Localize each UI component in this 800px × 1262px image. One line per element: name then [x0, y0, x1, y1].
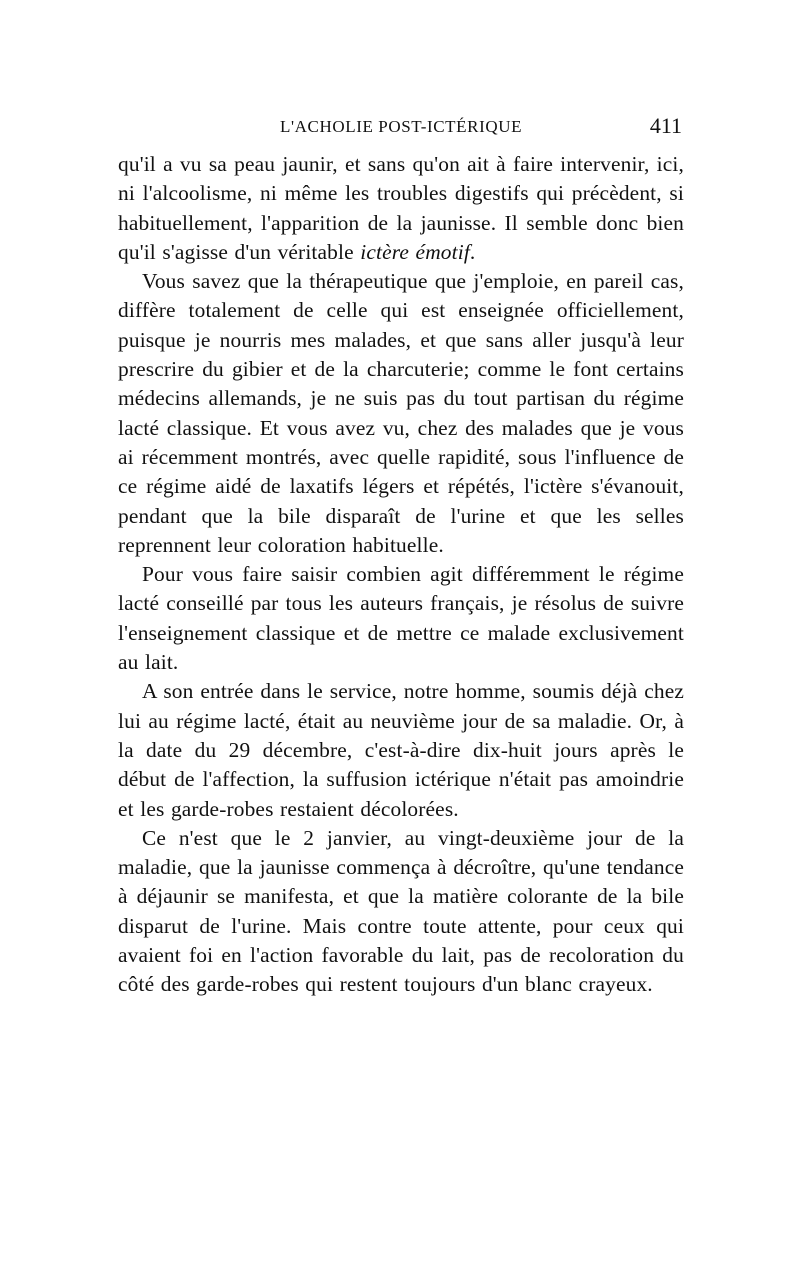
- paragraph-1: [118, 150, 684, 267]
- paragraph-1-end: .: [469, 239, 476, 264]
- running-title: L'ACHOLIE POST-ICTÉRIQUE: [280, 117, 523, 136]
- paragraph-3: Pour vous faire saisir combien agit différemment le régime lacté conseillé par tous les auteurs français, je résolus de suivre l'enseignement classique et de mettre ce malade exclusivement au lait.: [118, 562, 684, 675]
- page-header: [118, 113, 684, 143]
- body-text: [118, 150, 684, 1000]
- paragraph-1-italic-term: ictère émotif: [360, 239, 470, 264]
- page-number: 411: [649, 113, 682, 138]
- paragraph-1-text: qu'il a vu sa peau jaunir, et sans qu'on ait à faire intervenir, ici, ni l'alcoolisme, ni même les troubles digestifs qui précèdent, si habituellement, l'apparition de la jaunisse. Il semble donc bien qu'il s'agisse d'un véritable: [118, 152, 684, 264]
- paragraph-4: A son entrée dans le service, notre homme, soumis déjà chez lui au régime lacté, était au neuvième jour de sa maladie. Or, à la date du 29 décembre, c'est-à-dire dix-huit jours après le début de l'affection, la suffusion ictérique n'était pas amoindrie et les garde-robes restaient décolorées.: [118, 679, 684, 821]
- paragraph-2: Vous savez que la thérapeutique que j'emploie, en pareil cas, diffère totalement de celle qui est enseignée officiellement, puisque je nourris mes malades, et que sans aller jusqu'à leur prescrire du gibier et de la charcuterie; comme le font certains médecins allemands, je ne suis pas du tout partisan du régime lacté classique. Et vous avez vu, chez des malades que je vous ai récemment montrés, avec quelle rapidité, sous l'influence de ce régime aidé de laxatifs légers et répétés, l'ictère s'évanouit, pendant que la bile disparaît de l'urine et que les selles reprennent leur coloration habituelle.: [118, 269, 684, 557]
- paragraph-5: Ce n'est que le 2 janvier, au vingt-deuxième jour de la maladie, que la jaunisse commença à décroître, qu'une tendance à déjaunir se manifesta, et que la matière colorante de la bile disparut de l'urine. Mais contre toute attente, pour ceux qui avaient foi en l'action favorable du lait, pas de recoloration du côté des garde-robes qui restent toujours d'un blanc crayeux.: [118, 825, 684, 997]
